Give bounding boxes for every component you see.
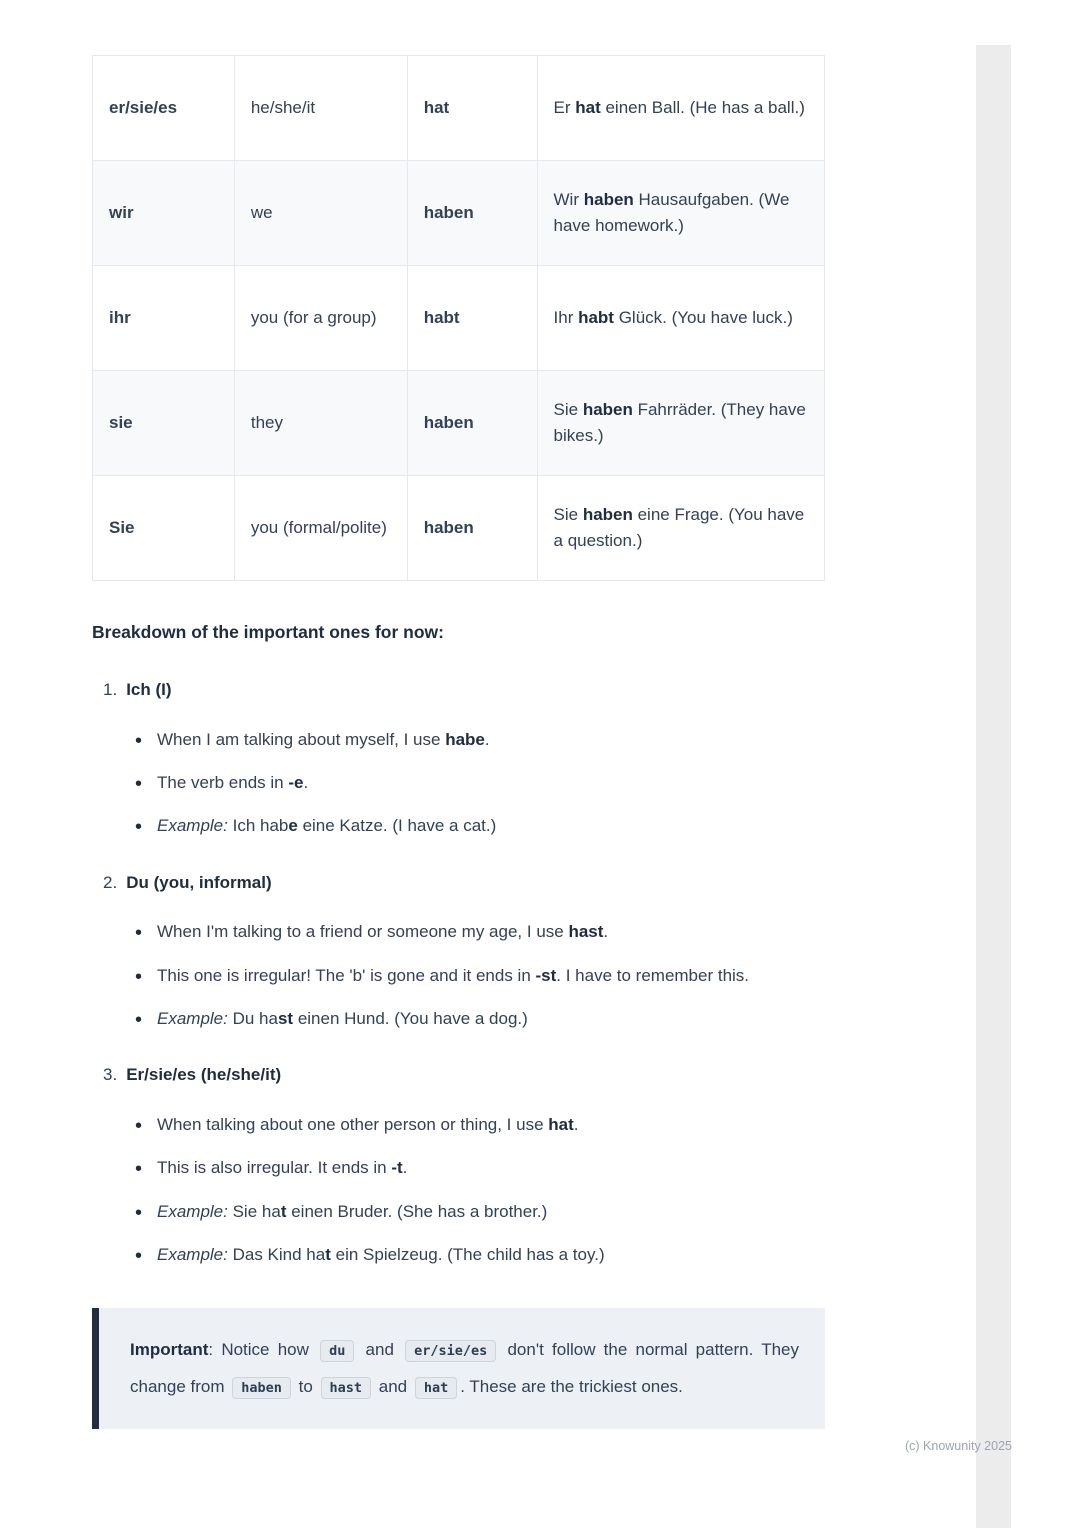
text-segment: When I'm talking to a friend or someone my age, I use	[157, 922, 569, 942]
text-segment: Ihr	[553, 307, 579, 327]
bullet-item	[135, 919, 825, 945]
text-segment: don't follow the normal pattern. They change from	[130, 1340, 800, 1396]
text-segment: and	[357, 1340, 403, 1360]
breakdown-heading: Breakdown of the important ones for now:	[92, 622, 444, 642]
example-cell	[537, 371, 824, 476]
text-segment: Sie	[553, 504, 583, 524]
code-chip: hast	[321, 1377, 372, 1399]
item-title: Er/sie/es (he/she/it)	[126, 1065, 282, 1085]
item-number: 3.	[103, 1065, 118, 1085]
text-segment: Example:	[157, 1008, 228, 1028]
text-segment: .	[303, 773, 309, 793]
verb-form-cell: haben	[407, 476, 537, 581]
bullet-list	[92, 919, 825, 1032]
item-title: Du (you, informal)	[126, 872, 272, 892]
text-segment: haben	[583, 189, 634, 209]
text-segment: e	[288, 816, 298, 836]
item-head	[92, 677, 825, 703]
text-segment: Sie	[553, 399, 583, 419]
text-segment: t	[325, 1244, 331, 1264]
bullet-list	[92, 727, 825, 840]
code-chip: hat	[415, 1377, 457, 1399]
example-cell	[537, 56, 824, 161]
table-row	[93, 371, 825, 476]
text-segment: Ich hab	[227, 816, 289, 836]
text-segment: Das Kind ha	[227, 1244, 326, 1264]
verb-form-cell: habt	[407, 266, 537, 371]
breakdown-list	[92, 677, 825, 1268]
text-segment: habt	[578, 307, 614, 327]
text-segment: to	[293, 1376, 318, 1396]
example-cell	[537, 476, 824, 581]
text-segment: haben	[582, 399, 633, 419]
bullet-item	[135, 1242, 825, 1268]
list-item-ich	[92, 677, 825, 840]
important-callout	[92, 1308, 825, 1429]
bullet-item	[135, 770, 825, 796]
text-segment: Example:	[157, 1244, 228, 1264]
text-segment: The verb ends in	[157, 773, 289, 793]
text-segment: .	[603, 922, 609, 942]
text-segment: Wir	[553, 189, 584, 209]
text-segment: einen Hund. (You have a dog.)	[293, 1008, 528, 1028]
text-segment: Er	[553, 97, 576, 117]
item-title: Ich (I)	[126, 680, 172, 700]
bullet-item	[135, 813, 825, 839]
text-segment: and	[374, 1376, 412, 1396]
text-segment: -e	[288, 773, 304, 793]
text-segment: When talking about one other person or thing, I use	[157, 1114, 549, 1134]
code-chip: haben	[232, 1377, 291, 1399]
copyright-watermark: (c) Knowunity 2025	[904, 1439, 1012, 1453]
text-segment: -t	[391, 1158, 403, 1178]
item-head	[92, 870, 825, 896]
text-segment: . I have to remember this.	[556, 965, 750, 985]
text-segment: st	[277, 1008, 294, 1028]
text-segment: einen Ball. (He has a ball.)	[600, 97, 805, 117]
text-segment: : Notice how	[208, 1340, 318, 1360]
english-cell: you (formal/polite)	[234, 476, 407, 581]
text-segment: ein Spielzeug. (The child has a toy.)	[330, 1244, 605, 1264]
example-cell	[537, 161, 824, 266]
bullet-list	[92, 1112, 825, 1268]
text-segment: .	[484, 729, 490, 749]
code-chip: du	[320, 1340, 354, 1362]
conjugation-table	[92, 55, 825, 581]
text-segment: Hausaufgaben. (We have homework.)	[553, 189, 790, 235]
pronoun-cell: sie	[93, 371, 235, 476]
text-segment: habe	[445, 729, 485, 749]
text-segment: eine Frage. (You have a question.)	[553, 504, 805, 550]
text-segment: Du ha	[227, 1008, 278, 1028]
pronoun-cell: er/sie/es	[93, 56, 235, 161]
bullet-item	[135, 1112, 825, 1138]
verb-form-cell: haben	[407, 371, 537, 476]
item-number: 2.	[103, 872, 118, 892]
list-item-er-sie-es	[92, 1062, 825, 1268]
list-item-du	[92, 870, 825, 1033]
table-row	[93, 266, 825, 371]
example-cell	[537, 266, 824, 371]
bullet-item	[135, 1199, 825, 1225]
english-cell: you (for a group)	[234, 266, 407, 371]
code-chip: er/sie/es	[405, 1340, 496, 1362]
text-segment: einen Bruder. (She has a brother.)	[286, 1201, 548, 1221]
verb-form-cell: hat	[407, 56, 537, 161]
text-segment: When I am talking about myself, I use	[157, 729, 446, 749]
pronoun-cell: Sie	[93, 476, 235, 581]
text-segment: This is also irregular. It ends in	[157, 1158, 392, 1178]
text-segment: hast	[568, 922, 604, 942]
text-segment: Sie ha	[227, 1201, 281, 1221]
bullet-item	[135, 1006, 825, 1032]
scrollbar-track[interactable]	[976, 45, 1011, 1528]
item-head	[92, 1062, 825, 1088]
english-cell: he/she/it	[234, 56, 407, 161]
pronoun-cell: wir	[93, 161, 235, 266]
verb-form-cell: haben	[407, 161, 537, 266]
text-segment: eine Katze. (I have a cat.)	[297, 816, 497, 836]
text-segment: Example:	[157, 816, 228, 836]
english-cell: they	[234, 371, 407, 476]
table-row	[93, 476, 825, 581]
text-segment: Fahrräder. (They have bikes.)	[553, 399, 806, 445]
bullet-item	[135, 963, 825, 989]
item-number: 1.	[103, 680, 118, 700]
text-segment: -st	[535, 965, 557, 985]
pronoun-cell: ihr	[93, 266, 235, 371]
document-page	[92, 55, 825, 1429]
english-cell: we	[234, 161, 407, 266]
text-segment: Glück. (You have luck.)	[613, 307, 793, 327]
text-segment: t	[280, 1201, 287, 1221]
bullet-item	[135, 1155, 825, 1181]
text-segment: .	[402, 1158, 408, 1178]
text-segment: hat	[575, 97, 601, 117]
table-row	[93, 161, 825, 266]
bullet-item	[135, 727, 825, 753]
text-segment: . These are the trickiest ones.	[460, 1376, 683, 1396]
text-segment: hat	[548, 1114, 574, 1134]
text-segment: .	[573, 1114, 579, 1134]
text-segment: Important	[130, 1340, 209, 1360]
text-segment: This one is irregular! The 'b' is gone and it ends in	[157, 965, 536, 985]
table-row	[93, 56, 825, 161]
text-segment: haben	[582, 504, 633, 524]
text-segment: Example:	[157, 1201, 228, 1221]
